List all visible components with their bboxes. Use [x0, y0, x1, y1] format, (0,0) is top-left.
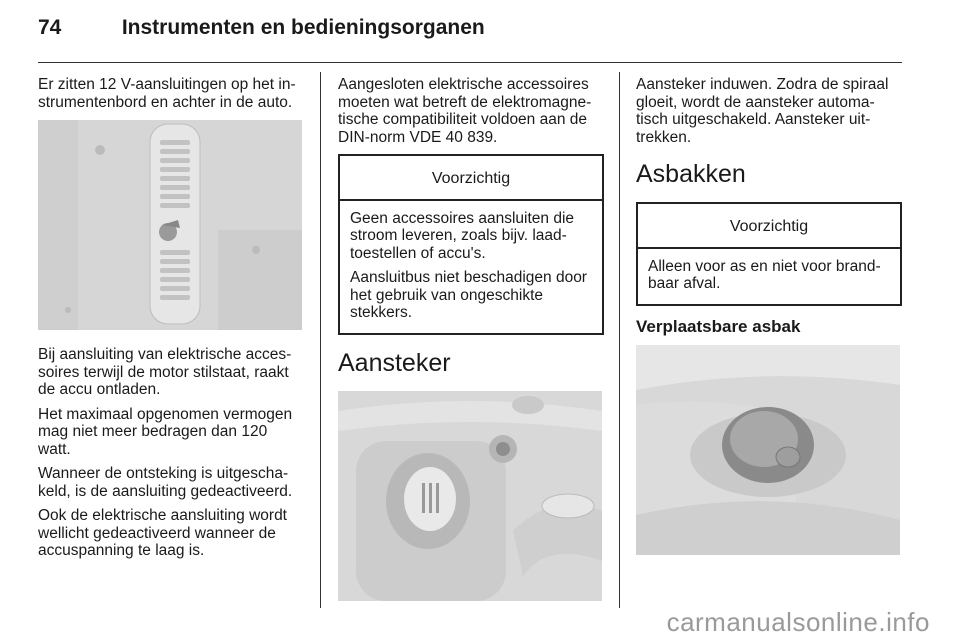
- watermark: carmanualsonline.info: [666, 607, 930, 637]
- column-1: [38, 76, 304, 567]
- portable-ashtray-illustration: [636, 345, 900, 555]
- cigarette-lighter-illustration: [338, 391, 602, 601]
- column-divider-2: [619, 72, 620, 608]
- caution-box-ashtray: [636, 202, 902, 306]
- column-2: [338, 76, 604, 601]
- column-divider-1: [320, 72, 321, 608]
- page-title: Instrumenten en bedieningsorganen: [121, 16, 485, 39]
- subheading-portable-ashtray: Verplaatsbare asbak: [636, 316, 801, 336]
- col1-intro: Er zitten 12 V-aansluitingen op het in-strumentenbord en achter in de auto.: [38, 76, 296, 111]
- page-header: [38, 16, 485, 40]
- page-number: 74: [38, 16, 62, 39]
- section-heading-aansteker: Aansteker: [338, 348, 451, 377]
- caution-paragraph-1: Geen accessoires aansluiten die stroom leveren, zoals bijv. laad-toestellen of accu's.: [350, 209, 575, 262]
- col1-paragraph-3: Wanneer de ontsteking is uitgescha-keld, is de aansluiting gedeactiveerd.: [38, 465, 293, 500]
- col3-intro: Aansteker induwen. Zodra de spiraal gloeit, wordt de aansteker automa-tisch uitgeschakeld. Aansteker uit-trekken.: [636, 76, 889, 146]
- caution-ashtray-paragraph: Alleen voor as en niet voor brand-baar afval.: [648, 257, 881, 292]
- col1-paragraph-1: Bij aansluiting van elektrische acces-soires terwijl de motor stilstaat, raakt de accu ontladen.: [38, 346, 292, 398]
- col1-paragraph-2: Het maximaal opgenomen vermogen mag niet meer bedragen dan 120 watt.: [38, 405, 293, 458]
- column-3: [636, 76, 902, 555]
- power-outlet-illustration: [38, 120, 302, 330]
- col2-intro: Aangesloten elektrische accessoires moeten wat betreft de elektromagne-tische compatibiliteit voldoen aan de DIN-norm VDE 40 839.: [338, 76, 592, 146]
- caution-paragraph-2: Aansluitbus niet beschadigen door het gebruik van ongeschikte stekkers.: [350, 269, 587, 321]
- header-rule: [38, 62, 902, 63]
- caution-title: Voorzichtig: [340, 156, 602, 201]
- caution-box: [338, 154, 604, 335]
- col1-paragraph-4: Ook de elektrische aansluiting wordt wellicht gedeactiveerd wanneer de accuspanning te laag is.: [38, 507, 287, 559]
- section-heading-asbakken: Asbakken: [636, 160, 746, 188]
- caution-title-ashtray: Voorzichtig: [638, 204, 900, 249]
